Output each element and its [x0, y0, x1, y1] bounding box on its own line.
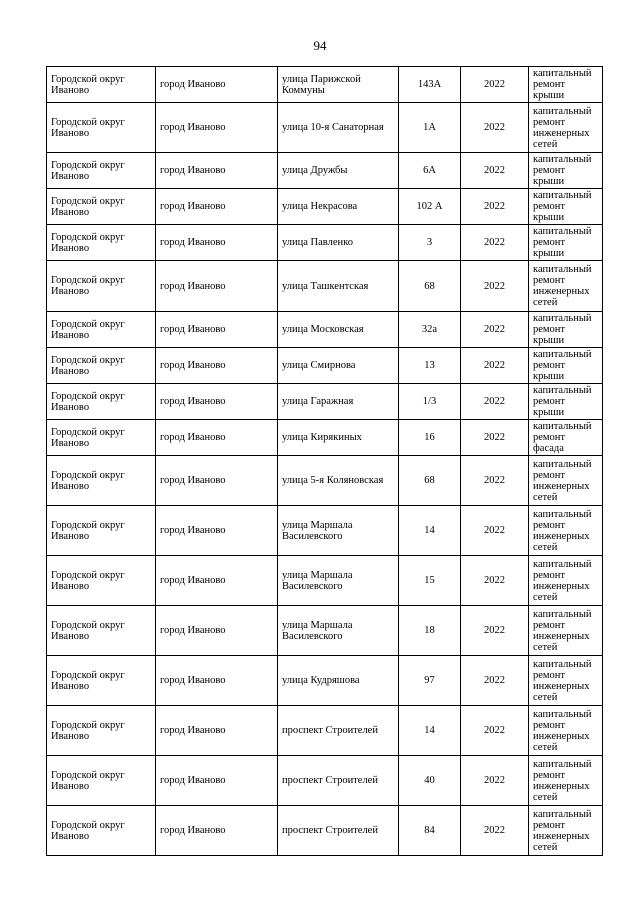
- table-row: [47, 656, 603, 706]
- work-type-cell: капитальный ремонт инженерных сетей: [529, 756, 603, 806]
- street-cell: проспект Строителей: [278, 806, 399, 856]
- city-cell: город Иваново: [156, 225, 278, 261]
- district-cell: Городской округ Иваново: [47, 103, 156, 153]
- city-cell: город Иваново: [156, 348, 278, 384]
- work-type-cell: капитальный ремонт инженерных сетей: [529, 261, 603, 312]
- table-row: [47, 312, 603, 348]
- work-type-cell: капитальный ремонт крыши: [529, 153, 603, 189]
- page-number: 94: [313, 38, 327, 53]
- city-cell: город Иваново: [156, 189, 278, 225]
- street-cell: улица Маршала Василевского: [278, 556, 399, 606]
- table-row: [47, 420, 603, 456]
- city-cell: город Иваново: [156, 420, 278, 456]
- work-type-cell: капитальный ремонт крыши: [529, 225, 603, 261]
- district-cell: Городской округ Иваново: [47, 756, 156, 806]
- district-cell: Городской округ Иваново: [47, 348, 156, 384]
- year-cell: 2022: [461, 384, 529, 420]
- work-type-cell: капитальный ремонт инженерных сетей: [529, 506, 603, 556]
- district-cell: Городской округ Иваново: [47, 384, 156, 420]
- district-cell: Городской округ Иваново: [47, 261, 156, 312]
- house-number-cell: 102 А: [399, 189, 461, 225]
- year-cell: 2022: [461, 656, 529, 706]
- street-cell: улица 10-я Санаторная: [278, 103, 399, 153]
- street-cell: улица Смирнова: [278, 348, 399, 384]
- year-cell: 2022: [461, 312, 529, 348]
- year-cell: 2022: [461, 189, 529, 225]
- street-cell: улица Маршала Василевского: [278, 506, 399, 556]
- house-number-cell: 6А: [399, 153, 461, 189]
- city-cell: город Иваново: [156, 153, 278, 189]
- house-number-cell: 32а: [399, 312, 461, 348]
- work-type-cell: капитальный ремонт фасада: [529, 420, 603, 456]
- city-cell: город Иваново: [156, 312, 278, 348]
- work-type-cell: капитальный ремонт крыши: [529, 348, 603, 384]
- district-cell: Городской округ Иваново: [47, 656, 156, 706]
- city-cell: город Иваново: [156, 806, 278, 856]
- city-cell: город Иваново: [156, 67, 278, 103]
- house-number-cell: 68: [399, 456, 461, 506]
- city-cell: город Иваново: [156, 506, 278, 556]
- table-row: [47, 606, 603, 656]
- table-row: [47, 225, 603, 261]
- year-cell: 2022: [461, 67, 529, 103]
- house-number-cell: 97: [399, 656, 461, 706]
- table-row: [47, 456, 603, 506]
- house-number-cell: 15: [399, 556, 461, 606]
- year-cell: 2022: [461, 756, 529, 806]
- city-cell: город Иваново: [156, 706, 278, 756]
- table-row: [47, 348, 603, 384]
- year-cell: 2022: [461, 261, 529, 312]
- city-cell: город Иваново: [156, 261, 278, 312]
- house-number-cell: 1А: [399, 103, 461, 153]
- year-cell: 2022: [461, 606, 529, 656]
- street-cell: улица Ташкентская: [278, 261, 399, 312]
- house-number-cell: 13: [399, 348, 461, 384]
- year-cell: 2022: [461, 420, 529, 456]
- repair-schedule-table: [46, 66, 603, 856]
- house-number-cell: 14: [399, 706, 461, 756]
- year-cell: 2022: [461, 456, 529, 506]
- house-number-cell: 16: [399, 420, 461, 456]
- table-row: [47, 384, 603, 420]
- work-type-cell: капитальный ремонт инженерных сетей: [529, 103, 603, 153]
- work-type-cell: капитальный ремонт инженерных сетей: [529, 606, 603, 656]
- street-cell: улица Кирякиных: [278, 420, 399, 456]
- district-cell: Городской округ Иваново: [47, 806, 156, 856]
- street-cell: улица Парижской Коммуны: [278, 67, 399, 103]
- street-cell: проспект Строителей: [278, 706, 399, 756]
- house-number-cell: 3: [399, 225, 461, 261]
- house-number-cell: 18: [399, 606, 461, 656]
- table-row: [47, 153, 603, 189]
- street-cell: улица Некрасова: [278, 189, 399, 225]
- house-number-cell: 40: [399, 756, 461, 806]
- year-cell: 2022: [461, 506, 529, 556]
- street-cell: улица Павленко: [278, 225, 399, 261]
- table-row: [47, 756, 603, 806]
- street-cell: улица Маршала Василевского: [278, 606, 399, 656]
- year-cell: 2022: [461, 103, 529, 153]
- house-number-cell: 1/3: [399, 384, 461, 420]
- street-cell: улица Дружбы: [278, 153, 399, 189]
- district-cell: Городской округ Иваново: [47, 706, 156, 756]
- district-cell: Городской округ Иваново: [47, 556, 156, 606]
- house-number-cell: 84: [399, 806, 461, 856]
- house-number-cell: 143А: [399, 67, 461, 103]
- work-type-cell: капитальный ремонт крыши: [529, 312, 603, 348]
- district-cell: Городской округ Иваново: [47, 67, 156, 103]
- work-type-cell: капитальный ремонт инженерных сетей: [529, 456, 603, 506]
- city-cell: город Иваново: [156, 656, 278, 706]
- year-cell: 2022: [461, 348, 529, 384]
- house-number-cell: 68: [399, 261, 461, 312]
- table-row: [47, 261, 603, 312]
- work-type-cell: капитальный ремонт крыши: [529, 67, 603, 103]
- district-cell: Городской округ Иваново: [47, 506, 156, 556]
- work-type-cell: капитальный ремонт крыши: [529, 384, 603, 420]
- table-row: [47, 67, 603, 103]
- year-cell: 2022: [461, 706, 529, 756]
- table-row: [47, 556, 603, 606]
- table-row: [47, 506, 603, 556]
- city-cell: город Иваново: [156, 384, 278, 420]
- street-cell: проспект Строителей: [278, 756, 399, 806]
- table-row: [47, 103, 603, 153]
- year-cell: 2022: [461, 225, 529, 261]
- district-cell: Городской округ Иваново: [47, 189, 156, 225]
- street-cell: улица Гаражная: [278, 384, 399, 420]
- city-cell: город Иваново: [156, 456, 278, 506]
- table-row: [47, 806, 603, 856]
- work-type-cell: капитальный ремонт крыши: [529, 189, 603, 225]
- house-number-cell: 14: [399, 506, 461, 556]
- city-cell: город Иваново: [156, 556, 278, 606]
- district-cell: Городской округ Иваново: [47, 606, 156, 656]
- work-type-cell: капитальный ремонт инженерных сетей: [529, 806, 603, 856]
- city-cell: город Иваново: [156, 606, 278, 656]
- district-cell: Городской округ Иваново: [47, 225, 156, 261]
- district-cell: Городской округ Иваново: [47, 153, 156, 189]
- table-row: [47, 189, 603, 225]
- city-cell: город Иваново: [156, 103, 278, 153]
- year-cell: 2022: [461, 806, 529, 856]
- district-cell: Городской округ Иваново: [47, 312, 156, 348]
- city-cell: город Иваново: [156, 756, 278, 806]
- street-cell: улица Московская: [278, 312, 399, 348]
- year-cell: 2022: [461, 153, 529, 189]
- work-type-cell: капитальный ремонт инженерных сетей: [529, 656, 603, 706]
- year-cell: 2022: [461, 556, 529, 606]
- table-row: [47, 706, 603, 756]
- district-cell: Городской округ Иваново: [47, 420, 156, 456]
- district-cell: Городской округ Иваново: [47, 456, 156, 506]
- work-type-cell: капитальный ремонт инженерных сетей: [529, 706, 603, 756]
- work-type-cell: капитальный ремонт инженерных сетей: [529, 556, 603, 606]
- street-cell: улица Кудряшова: [278, 656, 399, 706]
- street-cell: улица 5-я Коляновская: [278, 456, 399, 506]
